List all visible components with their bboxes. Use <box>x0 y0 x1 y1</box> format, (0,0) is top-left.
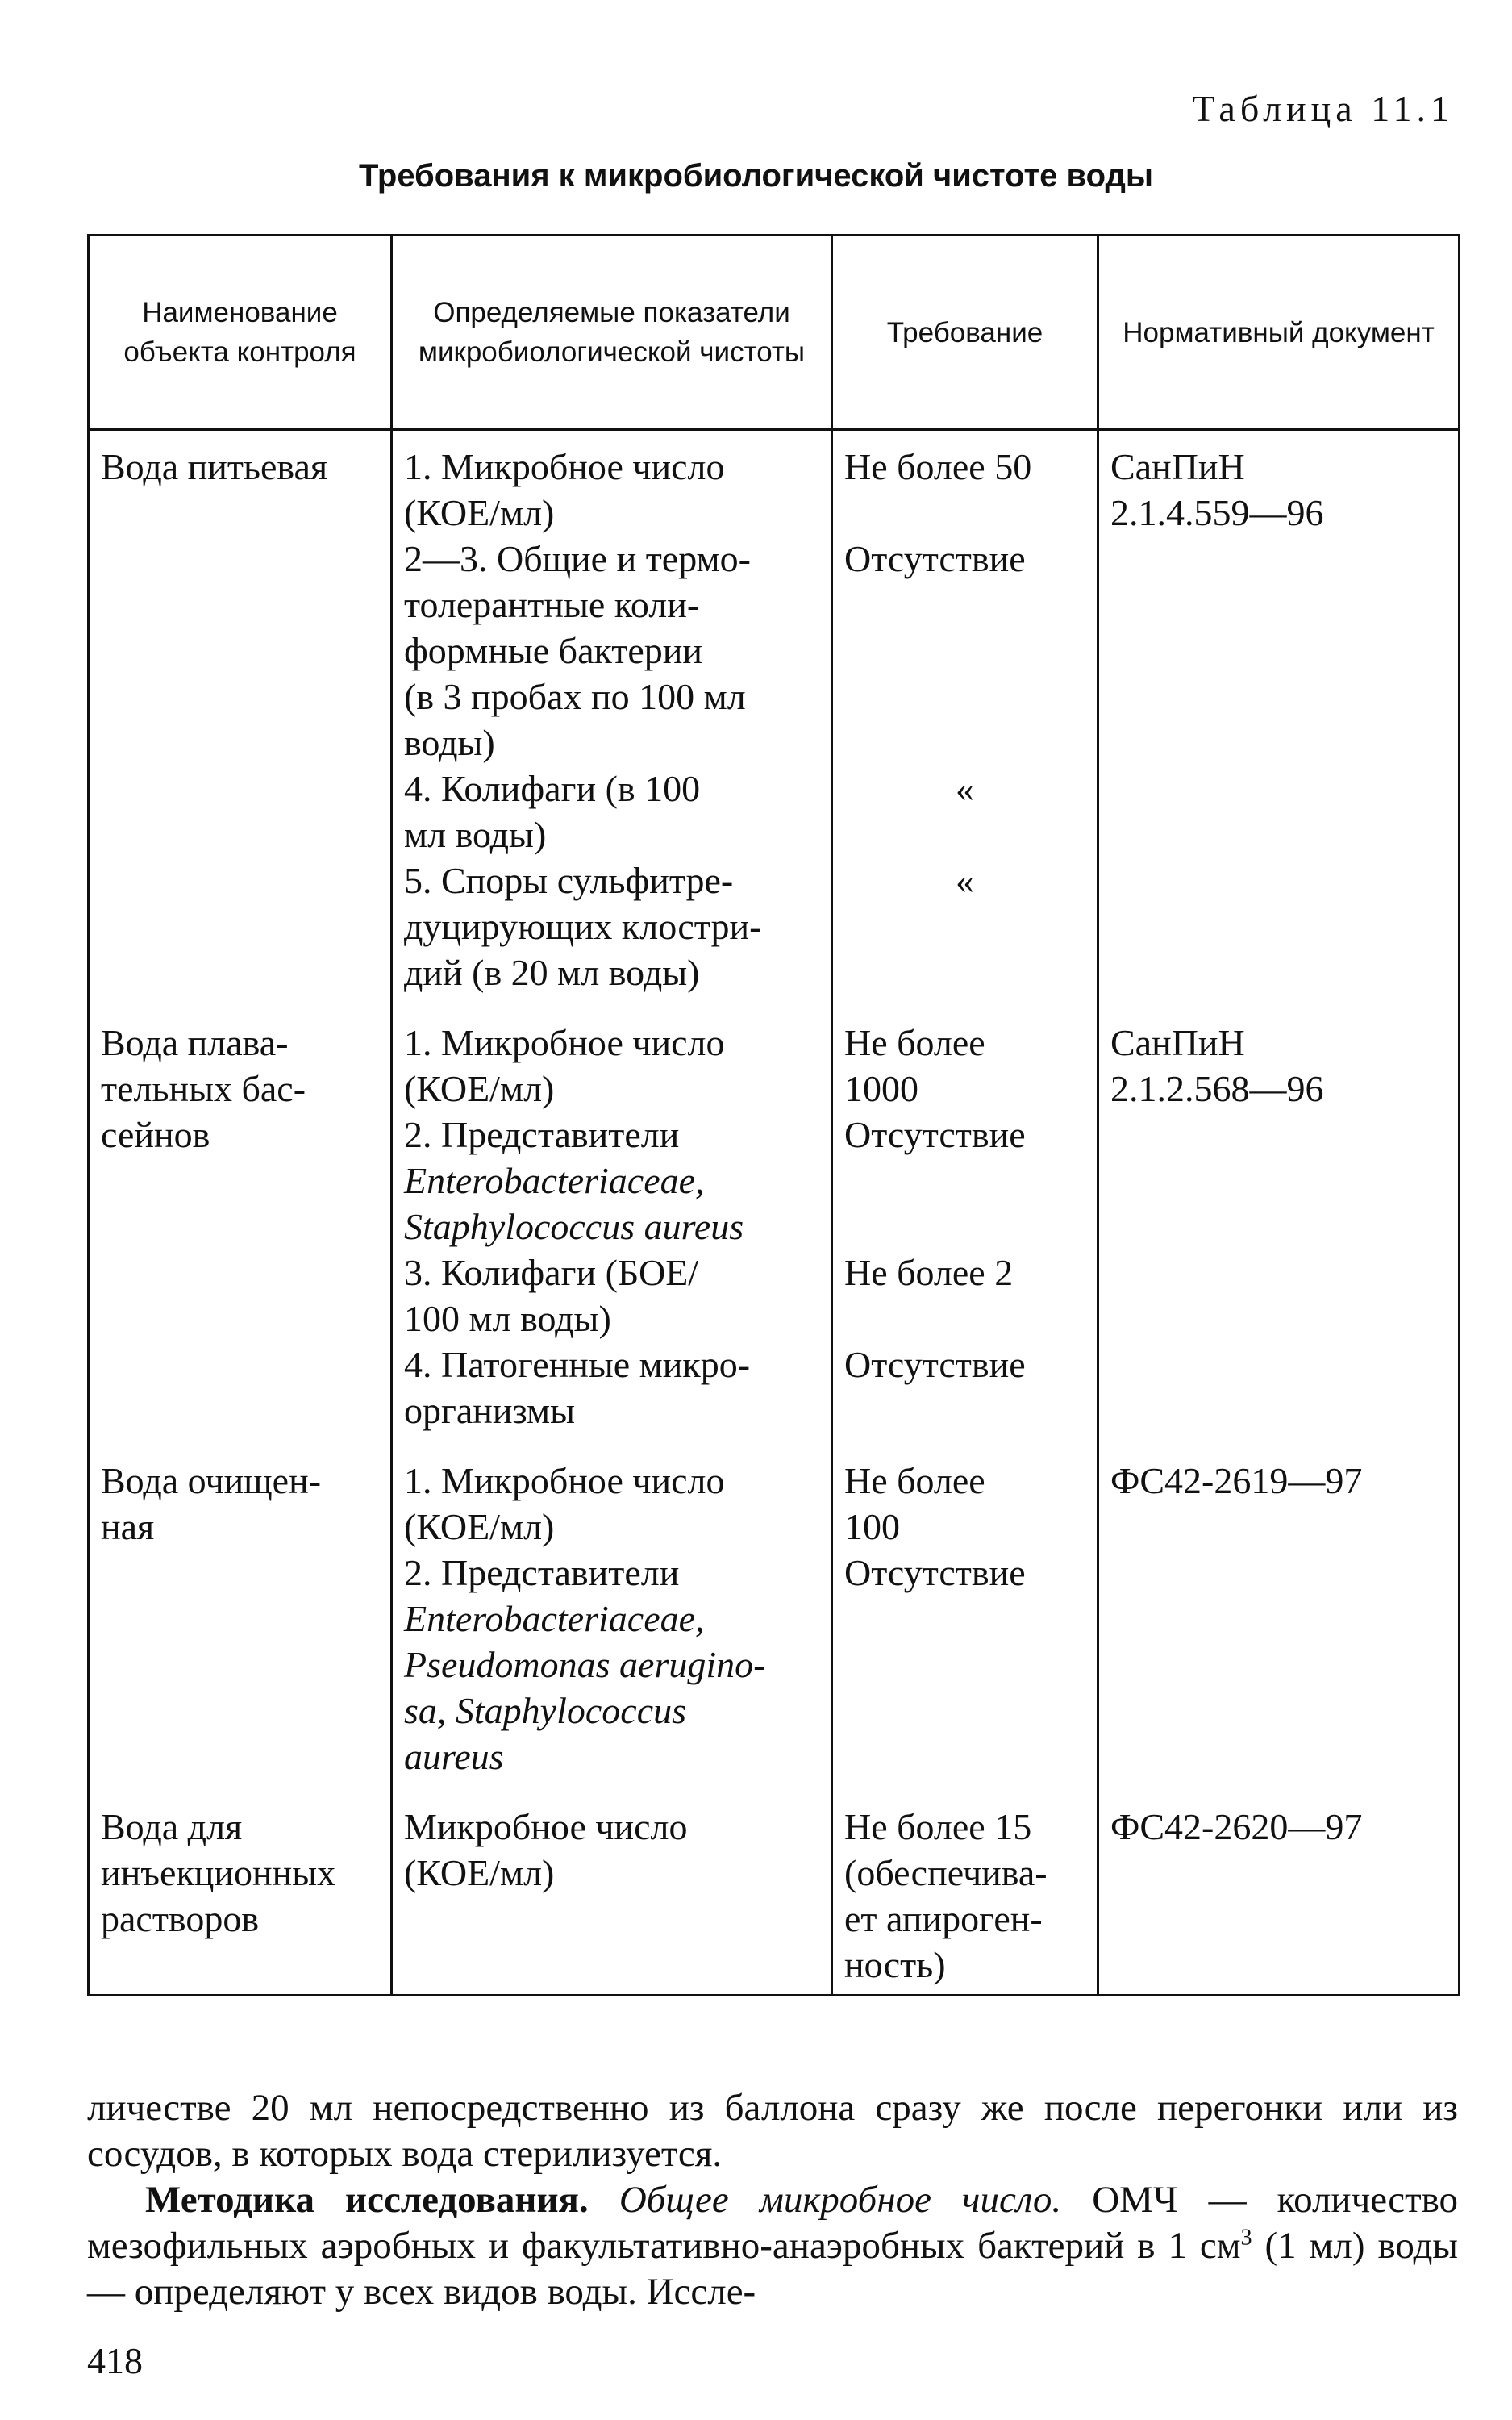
table-title: Требования к микробиологической чистоте воды <box>358 158 1154 194</box>
table-label: Таблица 11.1 <box>1192 88 1454 129</box>
table-row <box>89 1780 1460 1996</box>
header-object: Наименование объекта контроля <box>89 236 392 430</box>
paragraph-method: Методика исследования. Общее микробное число. ОМЧ — количество мезофильных аэробных и факультативно-анаэробных бактерий в 1 $см^3$ (1 мл) воды — определяют у всех видов воды. Иссле- <box>87 2179 1459 2313</box>
cell-requirement: Не более 15 (обеспечива- ет апироген- ность) <box>832 1780 1098 1996</box>
cell-object: Вода питьевая <box>89 430 392 996</box>
cell-indicators: 1. Микробное число (КОЕ/мл) 2. Представители Enterobacteriaceae, Staphylococcus aureus 3. Колифаги (БОЕ/ 100 мл воды) 4. Патогенные микро- организмы <box>392 995 832 1433</box>
paragraph-continuation: личестве 20 мл непосредственно из баллона сразу же после перегонки или из сосудов, в которых вода стерилизуется. <box>87 2087 1458 2175</box>
page-number: 418 <box>87 2340 143 2381</box>
cell-document: СанПиН 2.1.2.568—96 <box>1098 995 1460 1433</box>
cell-document: ФС42-2619—97 <box>1098 1433 1460 1780</box>
cell-indicators: Микробное число (КОЕ/мл) <box>392 1780 832 1996</box>
cell-object: Вода очищен- ная <box>89 1433 392 1780</box>
table-row <box>89 430 1460 996</box>
cell-indicators: 1. Микробное число (КОЕ/мл) 2—3. Общие и термо- толерантные коли- формные бактерии (в 3 пробах по 100 мл воды) 4. Колифаги (в 100 мл воды) 5. Споры сульфитре- дуцирующих клостри- дий (в 20 мл воды) <box>392 430 832 996</box>
table-row <box>89 1433 1460 1780</box>
header-indicators: Определяемые показатели микробиологической чистоты <box>392 236 832 430</box>
header-document: Нормативный документ <box>1098 236 1460 430</box>
body-text <box>87 2085 1458 2315</box>
cell-indicators: 1. Микробное число (КОЕ/мл) 2. Представители Enterobacteriaceae, Pseudomonas aerugino- sa, Staphylococcus aureus <box>392 1433 832 1780</box>
cell-document: ФС42-2620—97 <box>1098 1780 1460 1996</box>
cell-requirement: Не более 50 Отсутствие « « <box>832 430 1098 996</box>
cell-object: Вода для инъекционных растворов <box>89 1780 392 1996</box>
cell-requirement: Не более 100 Отсутствие <box>832 1433 1098 1780</box>
method-heading: Методика исследования. <box>145 2179 589 2221</box>
requirements-table <box>87 234 1460 1996</box>
cell-document: СанПиН 2.1.4.559—96 <box>1098 430 1460 996</box>
table-header-row <box>89 236 1460 430</box>
method-subheading: Общее микробное число. <box>619 2179 1062 2221</box>
cell-requirement: Не более 1000 Отсутствие Не более 2 Отсутствие <box>832 995 1098 1433</box>
cell-object: Вода плава- тельных бас- сейнов <box>89 995 392 1433</box>
table-row <box>89 995 1460 1433</box>
header-requirement: Требование <box>832 236 1098 430</box>
